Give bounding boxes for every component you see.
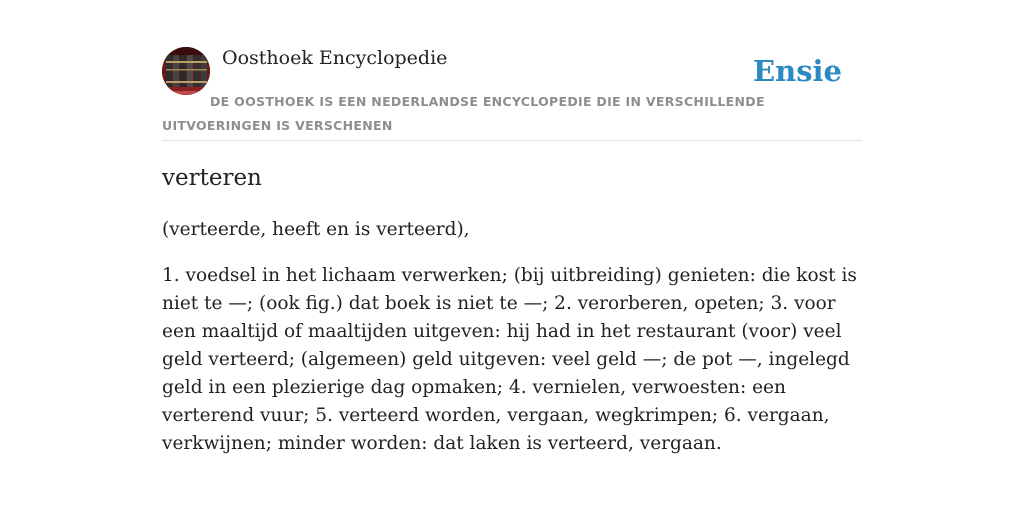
site-tagline: DE OOSTHOEK IS EEN NEDERLANDSE ENCYCLOPEDIE DIE IN VERSCHILLENDE UITVOERINGEN IS VERSCHENEN <box>162 94 765 133</box>
ensie-logo[interactable]: Ensie <box>753 54 842 88</box>
site-name[interactable]: Oosthoek Encyclopedie <box>222 47 448 69</box>
entry-definition: 1. voedsel in het lichaam verwerken; (bij uitbreiding) genieten: die kost is niet te —; (ook fig.) dat boek is niet te —; 2. verorberen, opeten; 3. voor een maaltijd of maaltijden uitgeven: hij had in het restaurant (voor) veel geld verteerd; (algemeen) geld uitgeven: veel geld —; de pot —, ingelegd geld in een plezierige dag opmaken; 4. vernielen, verwoesten: een verterend vuur; 5. verteerd worden, vergaan, wegkrimpen; 6. vergaan, verkwijnen; minder worden: dat laken is verteerd, vergaan. <box>162 265 857 454</box>
entry-title: verteren <box>162 165 262 191</box>
entry-body <box>162 216 862 476</box>
encyclopedia-books-icon[interactable] <box>162 47 210 95</box>
site-header <box>162 46 862 141</box>
entry-forms: (verteerde, heeft en is verteerd), <box>162 219 470 240</box>
